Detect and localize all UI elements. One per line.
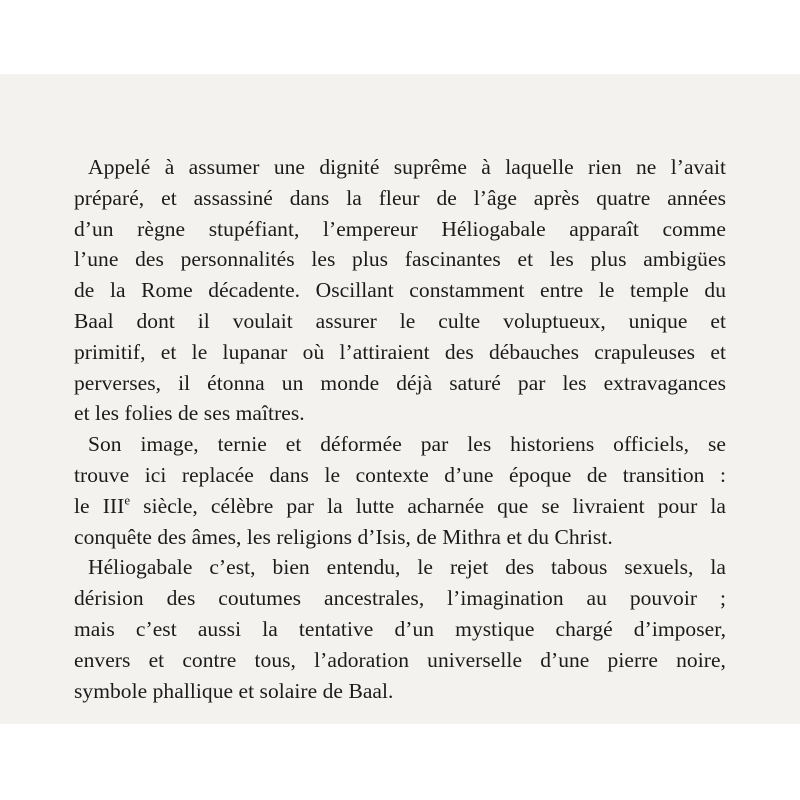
text-line: dérision des coutumes ancestrales, l’imagination au pouvoir ; [74, 586, 726, 611]
text-line: de la Rome décadente. Oscillant constamment entre le temple du [74, 278, 726, 303]
text-line [74, 491, 726, 522]
text-line: préparé, et assassiné dans la fleur de l’âge après quatre années [74, 185, 726, 210]
text-line: et les folies de ses maîtres. [74, 401, 305, 426]
text-block [74, 152, 726, 706]
text-line: Baal dont il voulait assurer le culte voluptueux, unique et [74, 308, 726, 333]
paragraph-1 [74, 152, 726, 429]
text-line: conquête des âmes, les religions d’Isis, de Mithra et du Christ. [74, 524, 613, 549]
text-line: primitif, et le lupanar où l’attiraient des débauches crapuleuses et [74, 339, 726, 364]
paragraph-2 [74, 429, 726, 552]
text-line: Son image, ternie et déformée par les historiens officiels, se [88, 432, 726, 457]
text-line: envers et contre tous, l’adoration universelle d’une pierre noire, [74, 647, 726, 672]
text-run: siècle, célèbre par la lutte acharnée que se livraient pour la [130, 493, 727, 518]
superscript: e [124, 493, 131, 508]
text-line: d’un règne stupéfiant, l’empereur Héliogabale apparaît comme [74, 216, 726, 241]
paragraph-3 [74, 552, 726, 706]
text-line: Héliogabale c’est, bien entendu, le rejet des tabous sexuels, la [88, 555, 726, 580]
text-line: l’une des personnalités les plus fascinantes et les plus ambigües [74, 247, 726, 272]
book-page [0, 74, 800, 724]
text-run: le III [74, 493, 125, 518]
text-line: Appelé à assumer une dignité suprême à laquelle rien ne l’avait [88, 155, 726, 179]
text-line: perverses, il étonna un monde déjà saturé par les extravagances [74, 370, 726, 395]
text-line: trouve ici replacée dans le contexte d’une époque de transition : [74, 462, 726, 487]
text-line: symbole phallique et solaire de Baal. [74, 678, 394, 703]
text-line: mais c’est aussi la tentative d’un mystique chargé d’imposer, [74, 616, 726, 641]
